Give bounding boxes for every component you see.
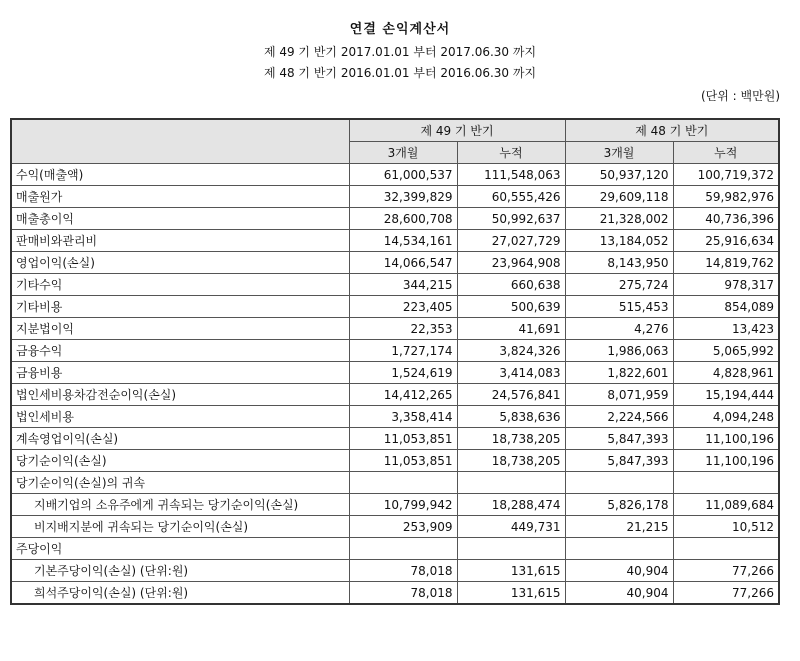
row-value: 14,412,265 xyxy=(349,384,457,406)
row-label: 당기순이익(손실)의 귀속 xyxy=(11,472,349,494)
row-value xyxy=(457,538,565,560)
row-value: 59,982,976 xyxy=(673,186,779,208)
row-label: 기타수익 xyxy=(11,274,349,296)
table-row xyxy=(11,208,779,230)
header-prior-cumulative: 누적 xyxy=(673,142,779,164)
row-value: 25,916,634 xyxy=(673,230,779,252)
row-value: 24,576,841 xyxy=(457,384,565,406)
header-prior-3month: 3개월 xyxy=(565,142,673,164)
row-label: 법인세비용차감전순이익(손실) xyxy=(11,384,349,406)
row-value: 11,100,196 xyxy=(673,450,779,472)
row-value: 18,738,205 xyxy=(457,428,565,450)
table-row xyxy=(11,296,779,318)
row-value xyxy=(565,472,673,494)
table-row xyxy=(11,450,779,472)
row-value: 111,548,063 xyxy=(457,164,565,186)
row-value xyxy=(673,538,779,560)
row-value: 14,066,547 xyxy=(349,252,457,274)
row-value xyxy=(673,472,779,494)
row-value: 515,453 xyxy=(565,296,673,318)
header-account-blank xyxy=(11,119,349,164)
table-row xyxy=(11,318,779,340)
row-value: 223,405 xyxy=(349,296,457,318)
row-value: 18,738,205 xyxy=(457,450,565,472)
table-row xyxy=(11,472,779,494)
table-row xyxy=(11,186,779,208)
row-value: 27,027,729 xyxy=(457,230,565,252)
row-value: 23,964,908 xyxy=(457,252,565,274)
table-row xyxy=(11,428,779,450)
row-value: 78,018 xyxy=(349,582,457,605)
row-label: 계속영업이익(손실) xyxy=(11,428,349,450)
row-label: 매출원가 xyxy=(11,186,349,208)
current-period-line: 제 49 기 반기 2017.01.01 부터 2017.06.30 까지 xyxy=(263,45,537,59)
row-value: 29,609,118 xyxy=(565,186,673,208)
row-value: 3,358,414 xyxy=(349,406,457,428)
table-row xyxy=(11,164,779,186)
row-value: 13,184,052 xyxy=(565,230,673,252)
row-label: 지분법이익 xyxy=(11,318,349,340)
row-value: 50,937,120 xyxy=(565,164,673,186)
table-row xyxy=(11,406,779,428)
row-value xyxy=(457,472,565,494)
table-row xyxy=(11,384,779,406)
row-value: 1,822,601 xyxy=(565,362,673,384)
row-value xyxy=(349,538,457,560)
row-value: 3,824,326 xyxy=(457,340,565,362)
row-value: 32,399,829 xyxy=(349,186,457,208)
row-label: 비지배지분에 귀속되는 당기순이익(손실) xyxy=(11,516,349,538)
row-value: 78,018 xyxy=(349,560,457,582)
row-value: 77,266 xyxy=(673,560,779,582)
row-value: 40,904 xyxy=(565,560,673,582)
row-value: 77,266 xyxy=(673,582,779,605)
table-row xyxy=(11,560,779,582)
row-label: 기본주당이익(손실) (단위:원) xyxy=(11,560,349,582)
row-value: 50,992,637 xyxy=(457,208,565,230)
row-value: 3,414,083 xyxy=(457,362,565,384)
row-value: 100,719,372 xyxy=(673,164,779,186)
row-value: 253,909 xyxy=(349,516,457,538)
row-label: 매출총이익 xyxy=(11,208,349,230)
header-row-periods xyxy=(11,119,779,142)
row-value: 854,089 xyxy=(673,296,779,318)
table-row xyxy=(11,252,779,274)
row-value: 660,638 xyxy=(457,274,565,296)
table-row xyxy=(11,538,779,560)
statement-title: 연결 손익계산서 xyxy=(349,22,451,37)
row-value: 8,143,950 xyxy=(565,252,673,274)
table-row xyxy=(11,494,779,516)
row-value: 60,555,426 xyxy=(457,186,565,208)
row-label: 수익(매출액) xyxy=(11,164,349,186)
table-row xyxy=(11,230,779,252)
header-period-prior: 제 48 기 반기 xyxy=(565,119,779,142)
income-statement-table xyxy=(10,118,780,605)
row-value: 11,053,851 xyxy=(349,450,457,472)
table-body xyxy=(11,164,779,605)
row-label: 당기순이익(손실) xyxy=(11,450,349,472)
row-value: 8,071,959 xyxy=(565,384,673,406)
prior-period-line: 제 48 기 반기 2016.01.01 부터 2016.06.30 까지 xyxy=(263,66,537,80)
row-label: 영업이익(손실) xyxy=(11,252,349,274)
table-row xyxy=(11,516,779,538)
row-value: 11,100,196 xyxy=(673,428,779,450)
row-value: 28,600,708 xyxy=(349,208,457,230)
row-value xyxy=(565,538,673,560)
row-value: 5,847,393 xyxy=(565,450,673,472)
row-value: 4,276 xyxy=(565,318,673,340)
row-value: 5,065,992 xyxy=(673,340,779,362)
row-value: 40,736,396 xyxy=(673,208,779,230)
row-value: 61,000,537 xyxy=(349,164,457,186)
row-value: 13,423 xyxy=(673,318,779,340)
row-value: 21,215 xyxy=(565,516,673,538)
row-value: 131,615 xyxy=(457,582,565,605)
row-value: 4,828,961 xyxy=(673,362,779,384)
row-label: 판매비와관리비 xyxy=(11,230,349,252)
header-current-3month: 3개월 xyxy=(349,142,457,164)
header-period-current: 제 49 기 반기 xyxy=(349,119,565,142)
row-label: 주당이익 xyxy=(11,538,349,560)
row-value: 449,731 xyxy=(457,516,565,538)
row-value: 10,799,942 xyxy=(349,494,457,516)
row-value: 5,826,178 xyxy=(565,494,673,516)
row-value: 2,224,566 xyxy=(565,406,673,428)
row-value: 14,534,161 xyxy=(349,230,457,252)
row-value: 1,524,619 xyxy=(349,362,457,384)
row-label: 금융비용 xyxy=(11,362,349,384)
header-current-cumulative: 누적 xyxy=(457,142,565,164)
row-label: 법인세비용 xyxy=(11,406,349,428)
row-value: 500,639 xyxy=(457,296,565,318)
table-row xyxy=(11,362,779,384)
unit-note: (단위 : 백만원) xyxy=(701,89,780,103)
table-row xyxy=(11,582,779,605)
row-value: 41,691 xyxy=(457,318,565,340)
row-value: 4,094,248 xyxy=(673,406,779,428)
row-value: 1,727,174 xyxy=(349,340,457,362)
row-label: 지배기업의 소유주에게 귀속되는 당기순이익(손실) xyxy=(11,494,349,516)
row-value: 15,194,444 xyxy=(673,384,779,406)
table-row xyxy=(11,340,779,362)
row-label: 기타비용 xyxy=(11,296,349,318)
row-value: 344,215 xyxy=(349,274,457,296)
row-value: 5,838,636 xyxy=(457,406,565,428)
row-value: 11,089,684 xyxy=(673,494,779,516)
row-value: 131,615 xyxy=(457,560,565,582)
row-value: 10,512 xyxy=(673,516,779,538)
row-value: 275,724 xyxy=(565,274,673,296)
table-row xyxy=(11,274,779,296)
row-label: 금융수익 xyxy=(11,340,349,362)
row-value xyxy=(349,472,457,494)
row-value: 22,353 xyxy=(349,318,457,340)
row-value: 978,317 xyxy=(673,274,779,296)
row-value: 1,986,063 xyxy=(565,340,673,362)
row-value: 14,819,762 xyxy=(673,252,779,274)
row-value: 40,904 xyxy=(565,582,673,605)
row-label: 희석주당이익(손실) (단위:원) xyxy=(11,582,349,605)
row-value: 11,053,851 xyxy=(349,428,457,450)
row-value: 5,847,393 xyxy=(565,428,673,450)
row-value: 21,328,002 xyxy=(565,208,673,230)
row-value: 18,288,474 xyxy=(457,494,565,516)
